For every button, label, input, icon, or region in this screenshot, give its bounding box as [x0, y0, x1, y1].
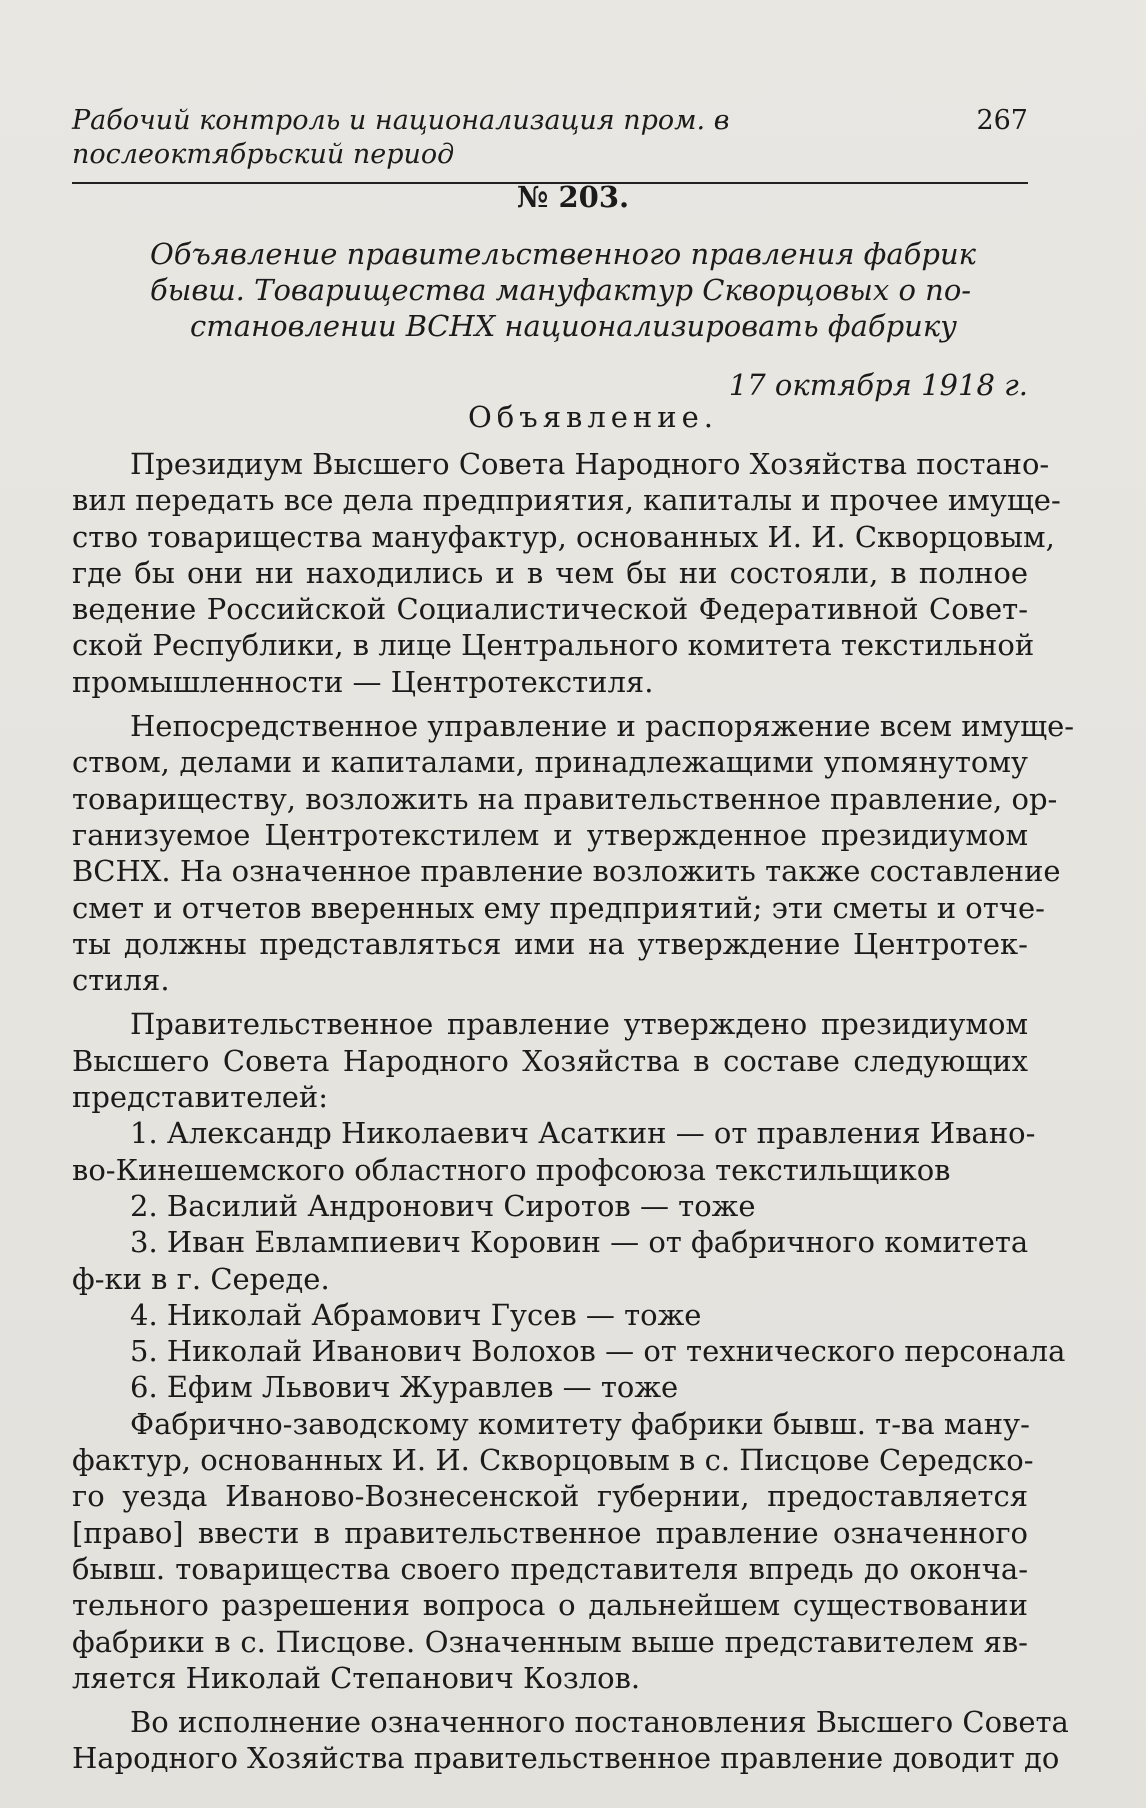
document-date: 17 октября 1918 г. [728, 368, 1028, 402]
text-line: бывш. товарищества своего представителя впредь до оконча- [72, 1551, 1028, 1586]
list-item-continuation: во-Кинешемского областного профсоюза текстильщиков [72, 1152, 951, 1187]
paragraph-5 [72, 1704, 1069, 1777]
title-line: Объявление правительственного правления фабрик [150, 237, 976, 271]
list-item-continuation: ф-ки в г. Середе. [72, 1261, 330, 1296]
text-line: смет и отчетов вверенных ему предприятий; эти сметы и отче- [72, 890, 1045, 925]
text-line: товариществу, возложить на правительственное правление, ор- [72, 781, 1058, 816]
body-text [72, 446, 1075, 1777]
page-number: 267 [976, 105, 1028, 136]
title-line: бывш. Товарищества мануфактур Скворцовых о по- [150, 273, 972, 307]
text-line: Народного Хозяйства правительственное правление доводит до [72, 1741, 1060, 1776]
text-line: Фабрично-заводскому комитету фабрики бывш. т-ва ману- [130, 1406, 1030, 1441]
text-line: Правительственное правление утверждено президиумом [130, 1007, 1028, 1042]
text-line: ведение Российской Социалистической Федеративной Совет- [72, 592, 1028, 627]
running-header [72, 104, 1028, 184]
text-line: ство товарищества мануфактур, основанных И. И. Скворцовым, [72, 519, 1055, 554]
representatives-list [72, 1115, 1066, 1405]
text-line: ской Республики, в лице Центрального комитета текстильной [72, 628, 1035, 663]
list-item: 2. Василий Андронович Сиротов — тоже [130, 1188, 756, 1223]
text-line: ством, делами и капиталами, принадлежащими упомянутому [72, 745, 1028, 780]
text-line: фактур, основанных И. И. Скворцовым в с. Писцове Середско- [72, 1443, 1034, 1478]
text-line: вил передать все дела предприятия, капиталы и прочее имуще- [72, 483, 1061, 518]
document-title [150, 236, 976, 344]
text-line: промышленности — Центротекстиля. [72, 664, 654, 699]
text-line: го уезда Иваново-Вознесенской губернии, предоставляется [72, 1479, 1028, 1514]
paragraph-4 [72, 1406, 1034, 1696]
text-line: фабрики в с. Писцове. Означенным выше представителем яв- [72, 1624, 1028, 1659]
paragraph-2 [72, 708, 1075, 998]
document-number: № 203. [516, 180, 630, 214]
text-line: [право] ввести в правительственное правление означенного [72, 1515, 1028, 1550]
list-item: 5. Николай Иванович Волохов — от технического персонала [130, 1334, 1066, 1369]
text-line: Президиум Высшего Совета Народного Хозяйства постано- [130, 447, 1050, 481]
text-line: Непосредственное управление и распоряжение всем имуще- [130, 709, 1075, 744]
list-item: 3. Иван Евлампиевич Коровин — от фабричного комитета [130, 1225, 1029, 1260]
text-line: стиля. [72, 963, 170, 998]
text-line: ВСНХ. На означенное правление возложить также составление [72, 854, 1061, 889]
list-item: 1. Александр Николаевич Асаткин — от правления Ивано- [130, 1116, 1036, 1151]
list-item: 6. Ефим Львович Журавлев — тоже [130, 1370, 679, 1405]
list-item: 4. Николай Абрамович Гусев — тоже [130, 1297, 702, 1332]
text-line: ганизуемое Центротекстилем и утвержденное президиумом [72, 817, 1028, 852]
title-line: становлении ВСНХ национализировать фабрику [190, 309, 957, 343]
announcement-heading: Объявление. [468, 400, 718, 434]
paragraph-1 [72, 446, 1061, 700]
text-line: тельного разрешения вопроса о дальнейшем существовании [72, 1588, 1028, 1623]
running-title: Рабочий контроль и национализация пром. в послеоктябрьский период [72, 105, 730, 170]
text-line: представителей: [72, 1080, 329, 1115]
paragraph-3 [72, 1006, 1028, 1115]
text-line: Высшего Совета Народного Хозяйства в составе следующих [72, 1043, 1028, 1078]
text-line: ты должны представляться ими на утверждение Центротек- [72, 926, 1028, 961]
text-line: ляется Николай Степанович Козлов. [72, 1660, 641, 1695]
text-line: Во исполнение означенного постановления Высшего Совета [130, 1705, 1069, 1740]
text-line: где бы они ни находились и в чем бы ни состояли, в полное [72, 555, 1028, 590]
